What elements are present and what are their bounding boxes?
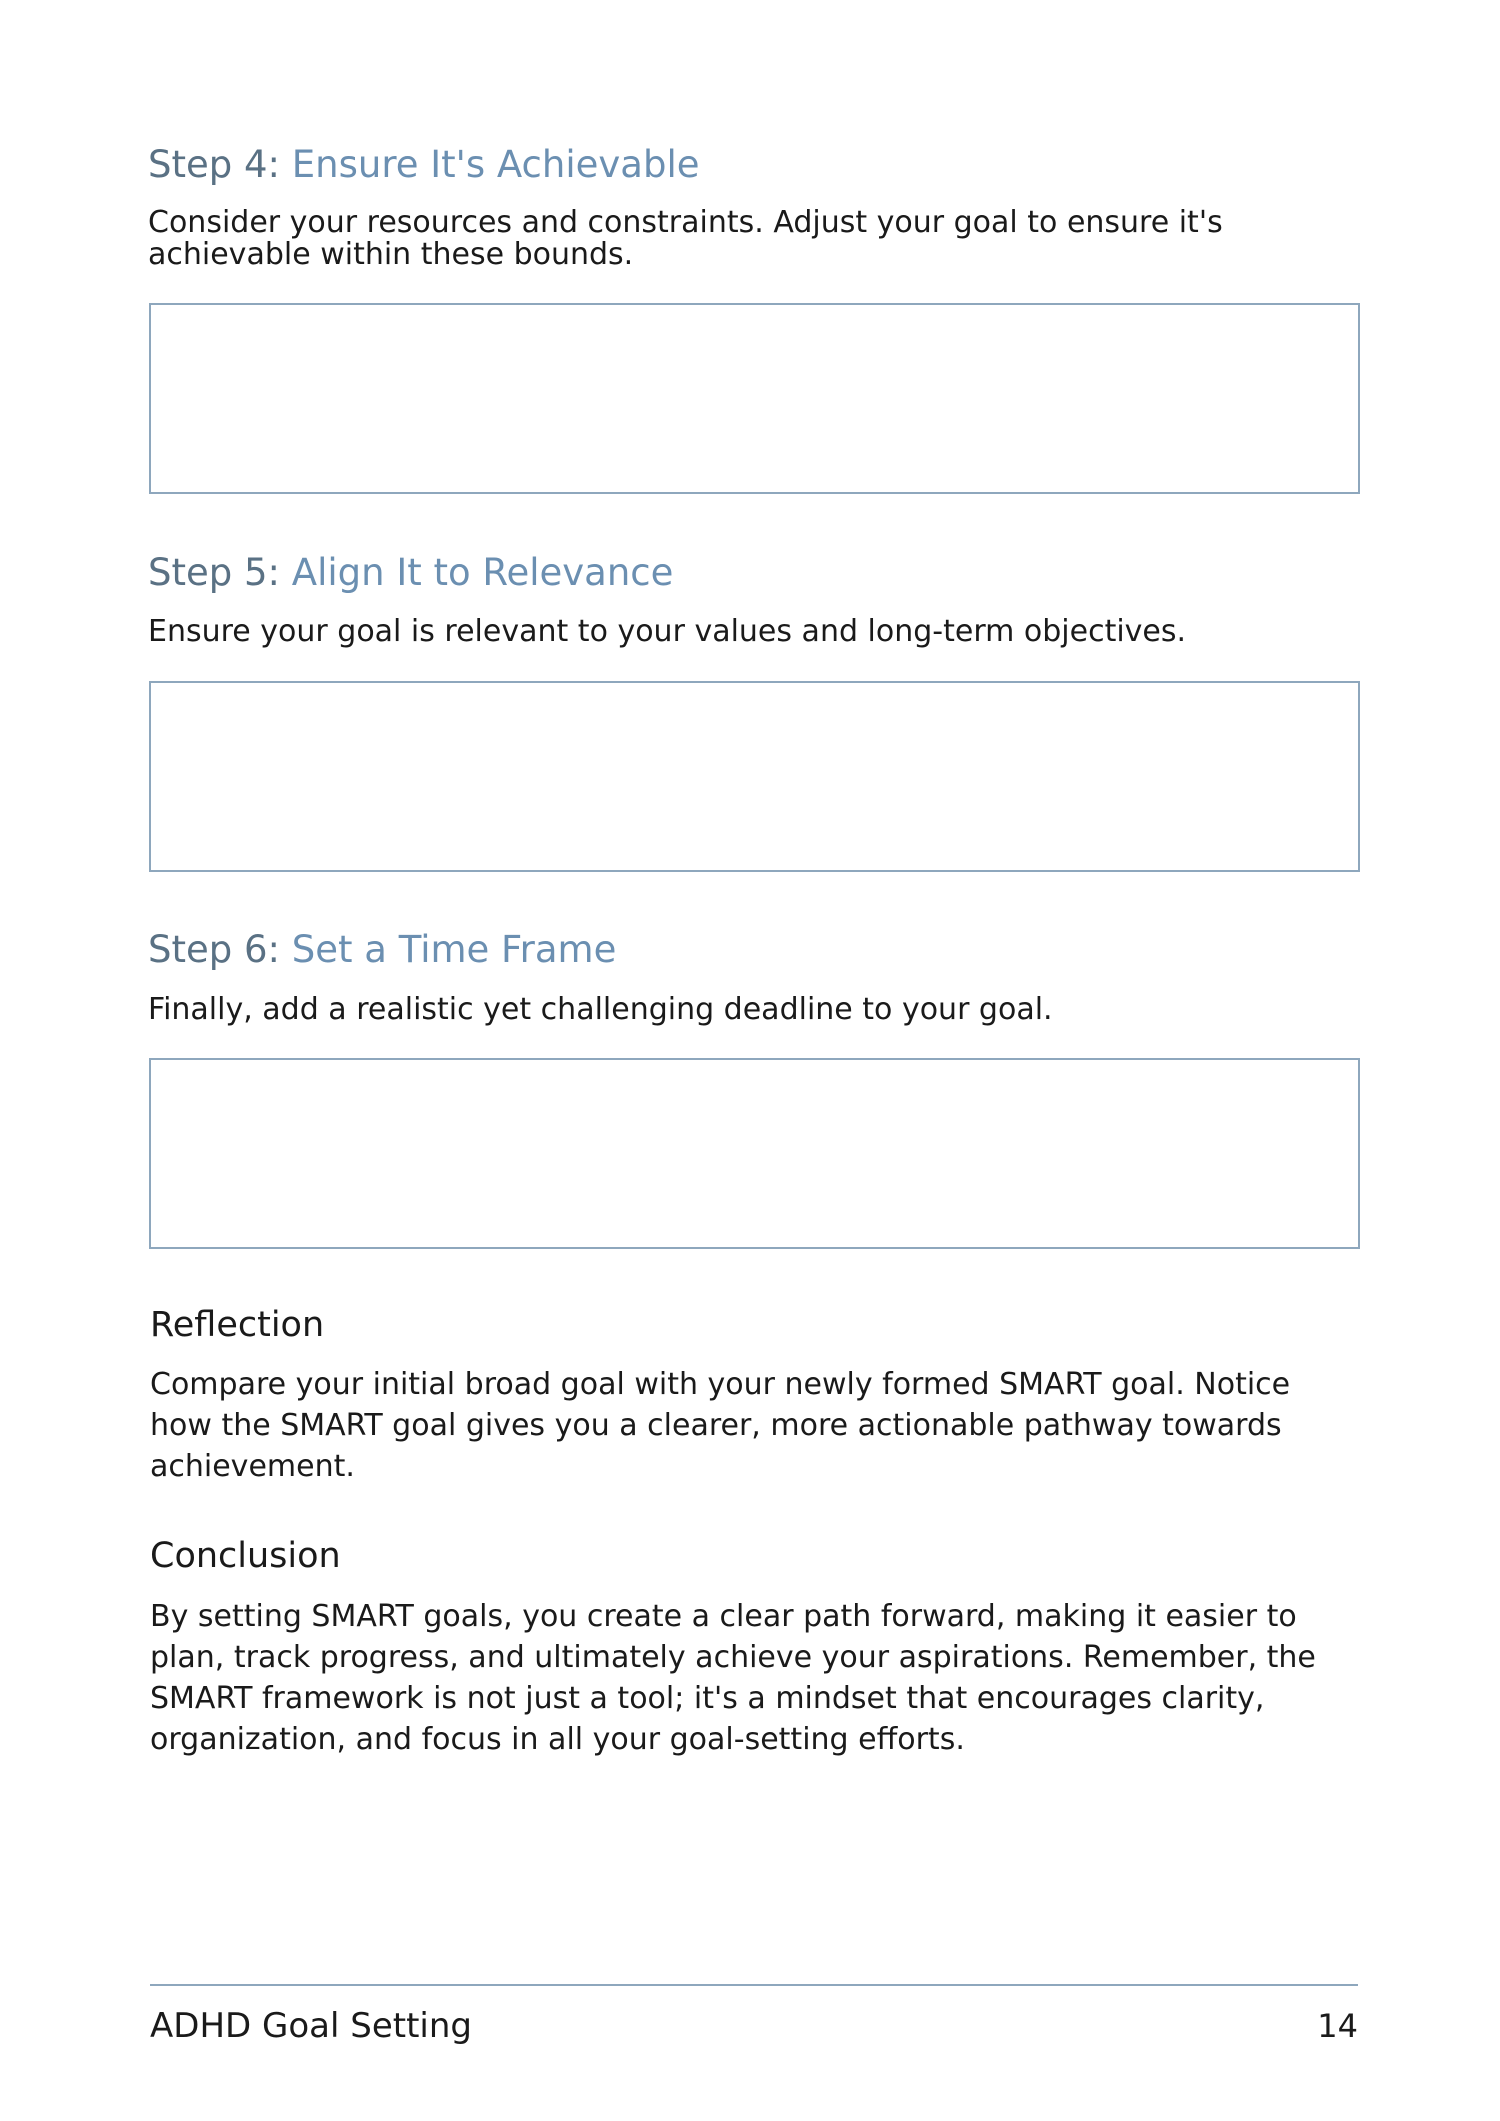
footer-title: ADHD Goal Setting — [150, 2006, 472, 2046]
conclusion-text: By setting SMART goals, you create a clear path forward, making it easier to plan, track progress, and ultimately achieve your aspirations. Remember, the SMART framework is not just a tool; it's a mindset that encourages clarity, organization, and focus in all your goal-setting efforts. — [150, 1599, 1316, 1757]
step-6-answer-box[interactable] — [149, 1058, 1360, 1249]
footer-divider — [150, 1984, 1358, 1986]
step-4-answer-box[interactable] — [149, 303, 1360, 494]
conclusion-heading: Conclusion — [150, 1536, 341, 1576]
step-5-heading — [148, 551, 673, 595]
reflection-heading: Reflection — [150, 1305, 325, 1345]
step-6-label: Step 6: — [148, 928, 292, 971]
step-6-heading — [148, 928, 616, 972]
step-6-title: Set a Time Frame — [291, 928, 617, 971]
reflection-text: Compare your initial broad goal with your newly formed SMART goal. Notice how the SMART goal gives you a clearer, more actionable pathway towards achievement. — [150, 1367, 1291, 1484]
step-5-answer-box[interactable] — [149, 681, 1360, 872]
step-4-instruction: Consider your resources and constraints. Adjust your goal to ensure it's achievable within these bounds. — [148, 205, 1223, 272]
step-6-instruction: Finally, add a realistic yet challenging deadline to your goal. — [148, 992, 1053, 1027]
step-5-label: Step 5: — [148, 551, 292, 594]
step-4-label: Step 4: — [148, 143, 292, 186]
step-4-title: Ensure It's Achievable — [291, 143, 700, 186]
step-4-heading — [148, 143, 700, 187]
step-5-title: Align It to Relevance — [291, 551, 674, 594]
step-5-instruction: Ensure your goal is relevant to your values and long-term objectives. — [148, 614, 1187, 649]
page-number: 14 — [1317, 2007, 1358, 2045]
